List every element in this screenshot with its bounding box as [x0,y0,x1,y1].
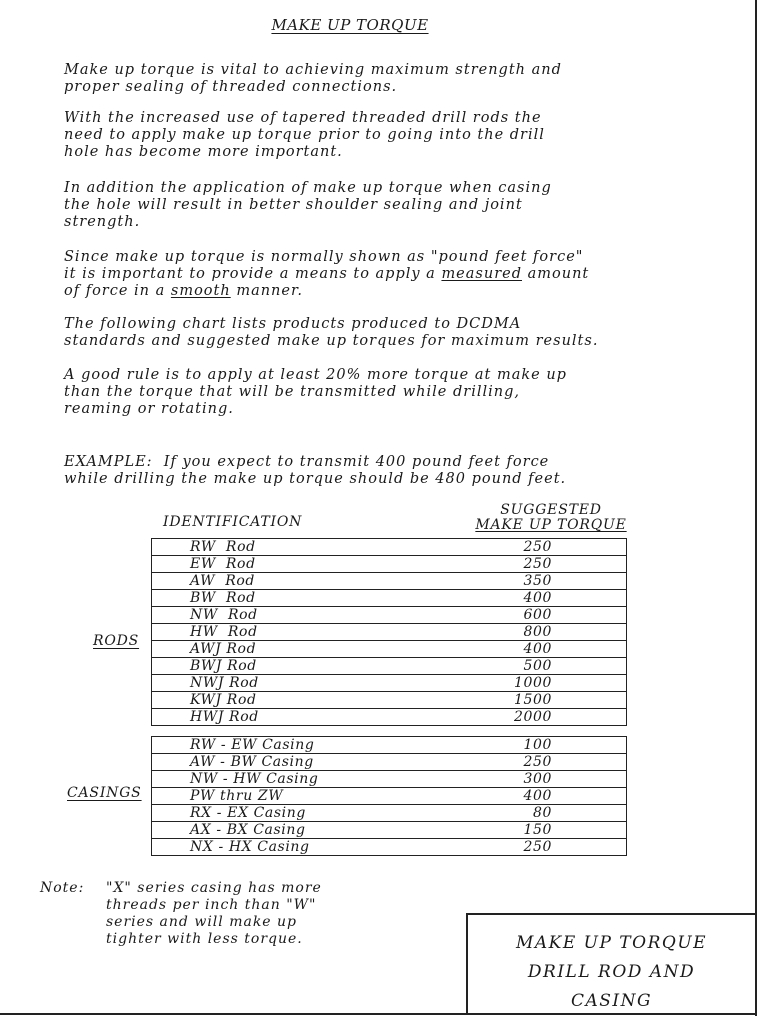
torque-cell: 250 [523,539,552,555]
table-row [152,674,626,691]
table-row [152,538,626,555]
torque-cell: 400 [523,641,552,657]
identification-cell: HWJ Rod [190,709,259,725]
note-text: "X" series casing has more threads per inch than "W" series and will make up tighter with less torque. [106,880,322,947]
identification-cell: NW Rod [190,607,258,623]
paragraph-3 [64,180,744,231]
table-row [152,606,626,623]
paragraph-line: it is important to provide a means to apply a measured amount [64,266,590,282]
rods-table [151,538,627,726]
table-row [152,657,626,674]
column-header-torque: SUGGESTED MAKE UP TORQUE [475,502,627,533]
identification-cell: BWJ Rod [190,658,257,674]
paragraph-7 [64,454,744,488]
identification-cell: AWJ Rod [190,641,257,657]
paragraph-line: Make up torque is vital to achieving maximum strength and [64,62,562,78]
rods-label: RODS [93,633,140,649]
table-row [152,753,626,770]
casings-label: CASINGS [67,785,142,801]
torque-cell: 250 [523,556,552,572]
table-row [152,589,626,606]
paragraph-5 [64,316,744,350]
paragraph-line: The following chart lists products produced to DCDMA [64,316,522,332]
paragraph-line: standards and suggested make up torques for maximum results. [64,333,599,349]
paragraph-line: the hole will result in better shoulder sealing and joint [64,197,523,213]
paragraph-line: Since make up torque is normally shown as "pound feet force" [64,249,584,265]
paragraph-line: EXAMPLE: If you expect to transmit 400 pound feet force [64,454,550,470]
table-row [152,821,626,838]
table-row [152,838,626,855]
title-box-line-1: MAKE UP TORQUE [515,933,708,953]
paragraph-line: reaming or rotating. [64,401,234,417]
table-row [152,691,626,708]
paragraph-line: With the increased use of tapered threaded drill rods the [64,110,542,126]
paragraph-1 [64,62,744,96]
torque-cell: 150 [523,822,552,838]
identification-cell: BW Rod [190,590,256,606]
paragraph-line: while drilling the make up torque should be 480 pound feet. [64,471,567,487]
table-row [152,804,626,821]
paragraph-6 [64,367,744,418]
identification-cell: AW - BW Casing [190,754,314,770]
identification-cell: KWJ Rod [190,692,257,708]
paragraph-line: proper sealing of threaded connections. [64,79,398,95]
paragraph-line: In addition the application of make up torque when casing [64,180,552,196]
page-title: MAKE UP TORQUE [271,16,429,34]
torque-cell: 2000 [513,709,552,725]
identification-cell: NW - HW Casing [190,771,319,787]
identification-cell: NX - HX Casing [190,839,310,855]
page-border-right [755,0,757,1016]
torque-cell: 350 [523,573,552,589]
identification-cell: NWJ Rod [190,675,259,691]
table-row [152,708,626,725]
identification-cell: HW Rod [190,624,258,640]
torque-cell: 100 [523,737,552,753]
identification-cell: PW thru ZW [190,788,284,804]
paragraph-line: hole has become more important. [64,144,343,160]
torque-cell: 400 [523,788,552,804]
torque-cell: 1500 [513,692,552,708]
table-row [152,770,626,787]
identification-cell: RW Rod [190,539,256,555]
title-box-line-3: CASING [570,991,653,1011]
title-box [466,913,755,1013]
torque-cell: 300 [523,771,552,787]
identification-cell: AX - BX Casing [190,822,306,838]
table-row [152,555,626,572]
identification-cell: RW - EW Casing [190,737,315,753]
table-row [152,736,626,753]
identification-cell: AW Rod [190,573,255,589]
title-box-line-2: DRILL ROD AND [527,962,696,982]
torque-cell: 80 [532,805,552,821]
paragraph-2 [64,110,744,161]
torque-cell: 1000 [513,675,552,691]
torque-cell: 800 [523,624,552,640]
paragraph-line: strength. [64,214,141,230]
torque-cell: 600 [523,607,552,623]
table-row [152,572,626,589]
paragraph-line: need to apply make up torque prior to going into the drill [64,127,545,143]
paragraph-line: than the torque that will be transmitted while drilling, [64,384,520,400]
torque-cell: 500 [523,658,552,674]
casings-table [151,736,627,856]
paragraph-4 [64,249,744,300]
torque-cell: 400 [523,590,552,606]
paragraph-line: A good rule is to apply at least 20% more torque at make up [64,367,567,383]
identification-cell: EW Rod [190,556,256,572]
identification-cell: RX - EX Casing [190,805,306,821]
note-lead: Note: [40,880,85,896]
torque-cell: 250 [523,839,552,855]
paragraph-line: of force in a smooth manner. [64,283,303,299]
table-row [152,640,626,657]
torque-cell: 250 [523,754,552,770]
table-row [152,623,626,640]
column-header-identification: IDENTIFICATION [163,514,303,530]
table-row [152,787,626,804]
